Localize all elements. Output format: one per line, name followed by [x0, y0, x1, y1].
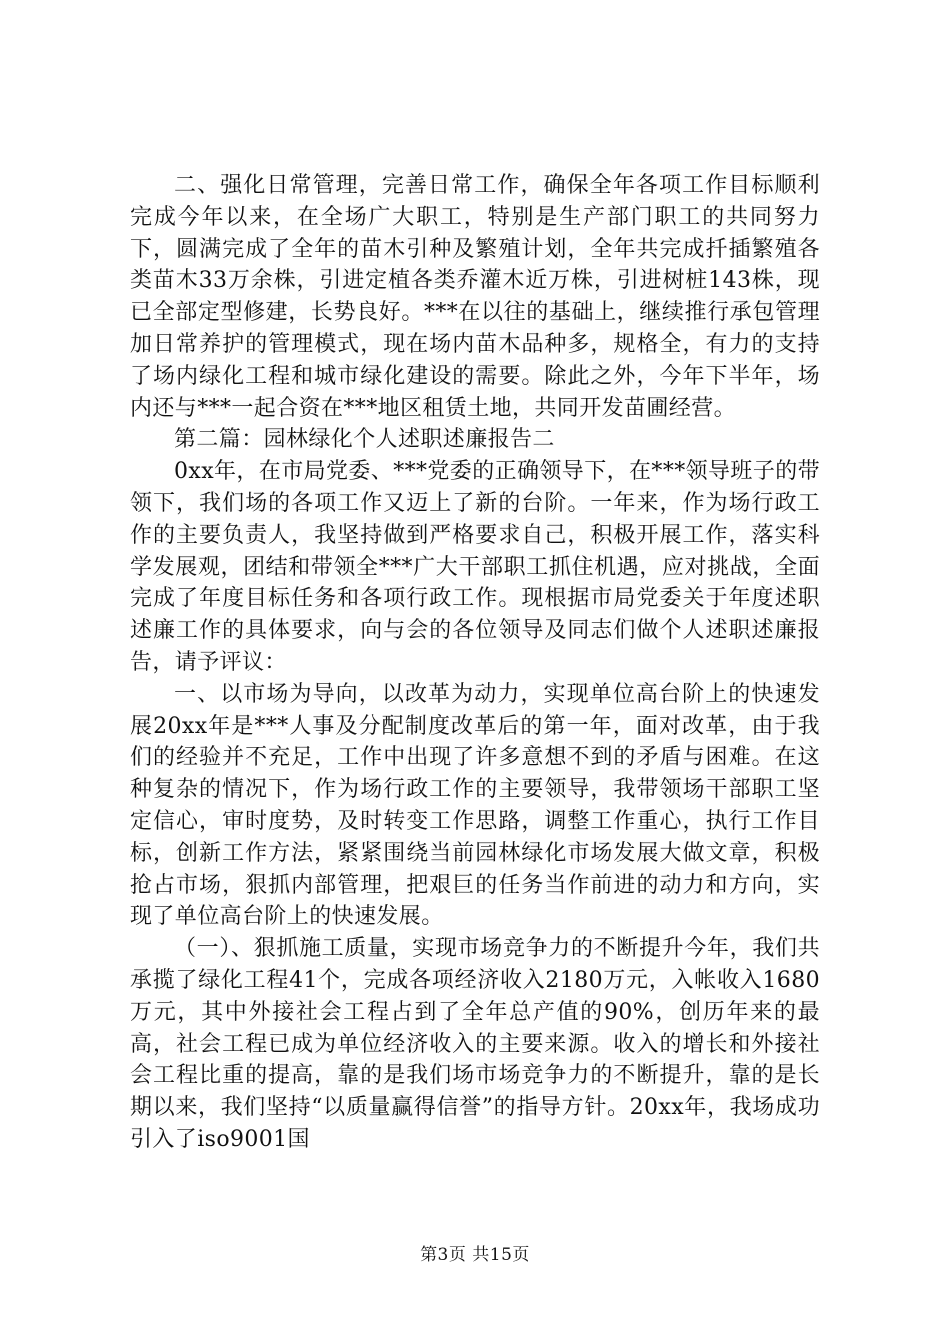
- paragraph-market-reform: 一、以市场为导向，以改革为动力，实现单位高台阶上的快速发展20xx年是***人事及分配制度改革后的第一年，面对改革，由于我们的经验并不充足，工作中出现了许多意想不到的矛盾与困难。在这种复杂的情况下，作为场行政工作的主要领导，我带领场干部职工坚定信心，审时度势，及时转变工作思路，调整工作重心，执行工作目标，创新工作方法，紧紧围绕当前园林绿化市场发展大做文章，积极抢占市场，狠抓内部管理，把艰巨的任务当作前进的动力和方向，实现了单位高台阶上的快速发展。: [130, 681, 820, 930]
- paragraph-construction-quality: （一）、狠抓施工质量，实现市场竞争力的不断提升今年，我们共承揽了绿化工程41个，完成各项经济收入2180万元，入帐收入1680万元，其中外接社会工程占到了全年总产值的90%，创历年来的最高，社会工程已成为单位经济收入的主要来源。收入的增长和外接社会工程比重的提高，靠的是我们场市场竞争力的不断提升，靠的是长期以来，我们坚持“以质量赢得信誉”的指导方针。20xx年，我场成功引入了iso9001国: [130, 936, 820, 1152]
- document-body: [130, 170, 820, 1156]
- section-heading-part-two: 第二篇：园林绿化个人述职述廉报告二: [174, 427, 555, 453]
- paragraph-report-intro: 0xx年，在市局党委、***党委的正确领导下，在***领导班子的带领下，我们场的各项工作又迈上了新的台阶。一年来，作为场行政工作的主要负责人，我坚持做到严格要求自己，积极开展工作，落实科学发展观，团结和带领全***广大干部职工抓住机遇，应对挑战，全面完成了年度目标任务和各项行政工作。现根据市局党委关于年度述职述廉工作的具体要求，向与会的各位领导及同志们做个人述职述廉报告，请予评议：: [130, 459, 821, 675]
- paragraph-daily-management: 二、强化日常管理，完善日常工作，确保全年各项工作目标顺利完成今年以来，在全场广大职工，特别是生产部门职工的共同努力下，圆满完成了全年的苗木引种及繁殖计划，全年共完成扦插繁殖各类苗木33万余株，引进定植各类乔灌木近万株，引进树桩143株，现已全部定型修建，长势良好。***在以往的基础上，继续推行承包管理加日常养护的管理模式，现在场内苗木品种多，规格全，有力的支持了场内绿化工程和城市绿化建设的需要。除此之外，今年下半年，场内还与***一起合资在***地区租赁土地，共同开发苗圃经营。: [130, 173, 820, 421]
- page-number-footer: 第3页 共15页: [420, 1245, 530, 1265]
